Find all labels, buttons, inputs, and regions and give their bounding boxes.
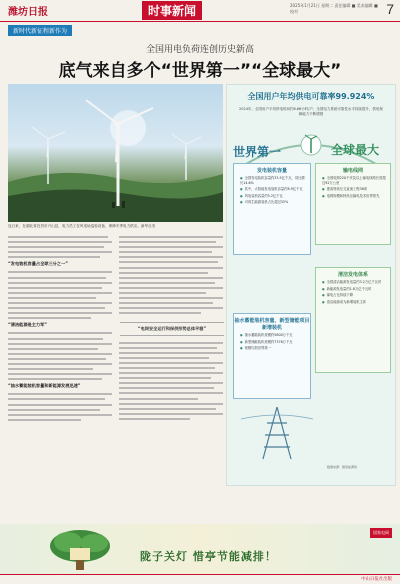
masthead xyxy=(0,0,400,22)
bullet-item: ● 其中，太阳能发电装机容量约8.9亿千瓦 xyxy=(240,187,306,192)
subhead-2: “清洁能源是主力军” xyxy=(8,322,48,328)
state-grid-logo: 国家电网 xyxy=(370,528,392,538)
bullet-item: ● 可再生能源装机占比超过55% xyxy=(240,200,306,205)
headline: 底气来自多个“世界第一”“全球最大” xyxy=(58,61,342,81)
infographic xyxy=(226,84,396,486)
box-title-clean-power: 清洁发电体系 xyxy=(337,272,368,278)
bullet-item: ● 全国清洁能源发电量约3.2万亿千瓦时 xyxy=(322,280,386,285)
power-tower-illustration xyxy=(237,403,317,463)
world-first-label: 世界第一 xyxy=(233,145,282,159)
photo-caption: 连日来，在湖北省宜昌市兴山县，电力员工在风电场巡检设备，保障冬季电力供应。新华社发 xyxy=(8,224,156,228)
newspaper-logo: 潍坊日报 xyxy=(8,7,48,18)
footer-text: 中山日报社出版 xyxy=(361,577,392,582)
box-transmission xyxy=(315,163,391,245)
subhead-1: “发电装机容量占全球三分之一” xyxy=(8,261,68,267)
section-title: 时事新闻 xyxy=(142,1,202,20)
wind-farm-photo xyxy=(8,84,223,222)
banner-slogan: 陇子关灯 惜亭节能减排！ xyxy=(140,550,277,563)
bullet-item: ● 全国发电装机容量约33.5亿千瓦，同比增长14.6% xyxy=(240,176,306,185)
bullet-item: ● 清洁能源成为新增装机主体 xyxy=(322,300,386,305)
bullet-item: ● 风电装机容量约5.2亿千瓦 xyxy=(240,194,306,199)
article-column-left xyxy=(8,236,112,424)
issue-meta: 2025年1月21日 星期二 责任编辑 ■ 美术编辑 ■ 校对 xyxy=(290,3,378,14)
bullet-item: ● 新型储能装机规模约7376万千瓦 xyxy=(240,340,306,345)
bullet-item: ● 建成特高压交直流工程38项 xyxy=(322,187,386,192)
kicker: 全国用电负荷连创历史新高 xyxy=(145,45,254,55)
bullet-item: ● 电网规模和特高压输电技术世界领先 xyxy=(322,194,386,199)
page-number: 7 xyxy=(386,1,394,17)
bullet-item: ● 规模均居世界第一 xyxy=(240,346,306,351)
box-title-storage: 抽水蓄能装机容量、新型储能项目新增装机 xyxy=(234,318,310,331)
box-title-transmission: 输电线网 xyxy=(342,168,363,174)
wind-turbine-illustration xyxy=(8,84,223,222)
box-pumped-storage xyxy=(233,313,311,399)
box-title-generation: 发电装机容量 xyxy=(256,168,287,174)
infographic-caption: 数据来源：国家能源局 xyxy=(327,465,358,469)
article-body xyxy=(8,236,223,476)
box-clean-power xyxy=(315,267,391,373)
bullet-item: ● 煤电占比持续下降 xyxy=(322,293,386,298)
tree-illustration xyxy=(40,528,120,572)
bullet-item: ● 全国电网220千伏及以上输电线路长度超过92万公里 xyxy=(322,176,386,185)
pull-quote: “电网安全运行和保供形势总体平稳” xyxy=(120,322,224,336)
bullet-item: ● 新能源发电量约1.8万亿千瓦时 xyxy=(322,287,386,292)
column-tag: 新时代新征程新作为 xyxy=(8,25,72,36)
box-generation-capacity xyxy=(233,163,311,255)
bullet-item: ● 抽水蓄能装机规模约5800万千瓦 xyxy=(240,333,306,338)
infographic-title: 全国用户年均供电可靠率99.924% xyxy=(247,92,375,101)
world-largest-label: 全球最大 xyxy=(331,143,380,157)
infographic-subtitle: 2024年，全国用户平均停电时间约6.66小时/户；全国电力系统可靠性水平持续提升，供电保障能力不断增强 xyxy=(239,107,383,116)
subhead-3: “抽水蓄能装机容量和新能源发展迅速” xyxy=(8,383,81,389)
